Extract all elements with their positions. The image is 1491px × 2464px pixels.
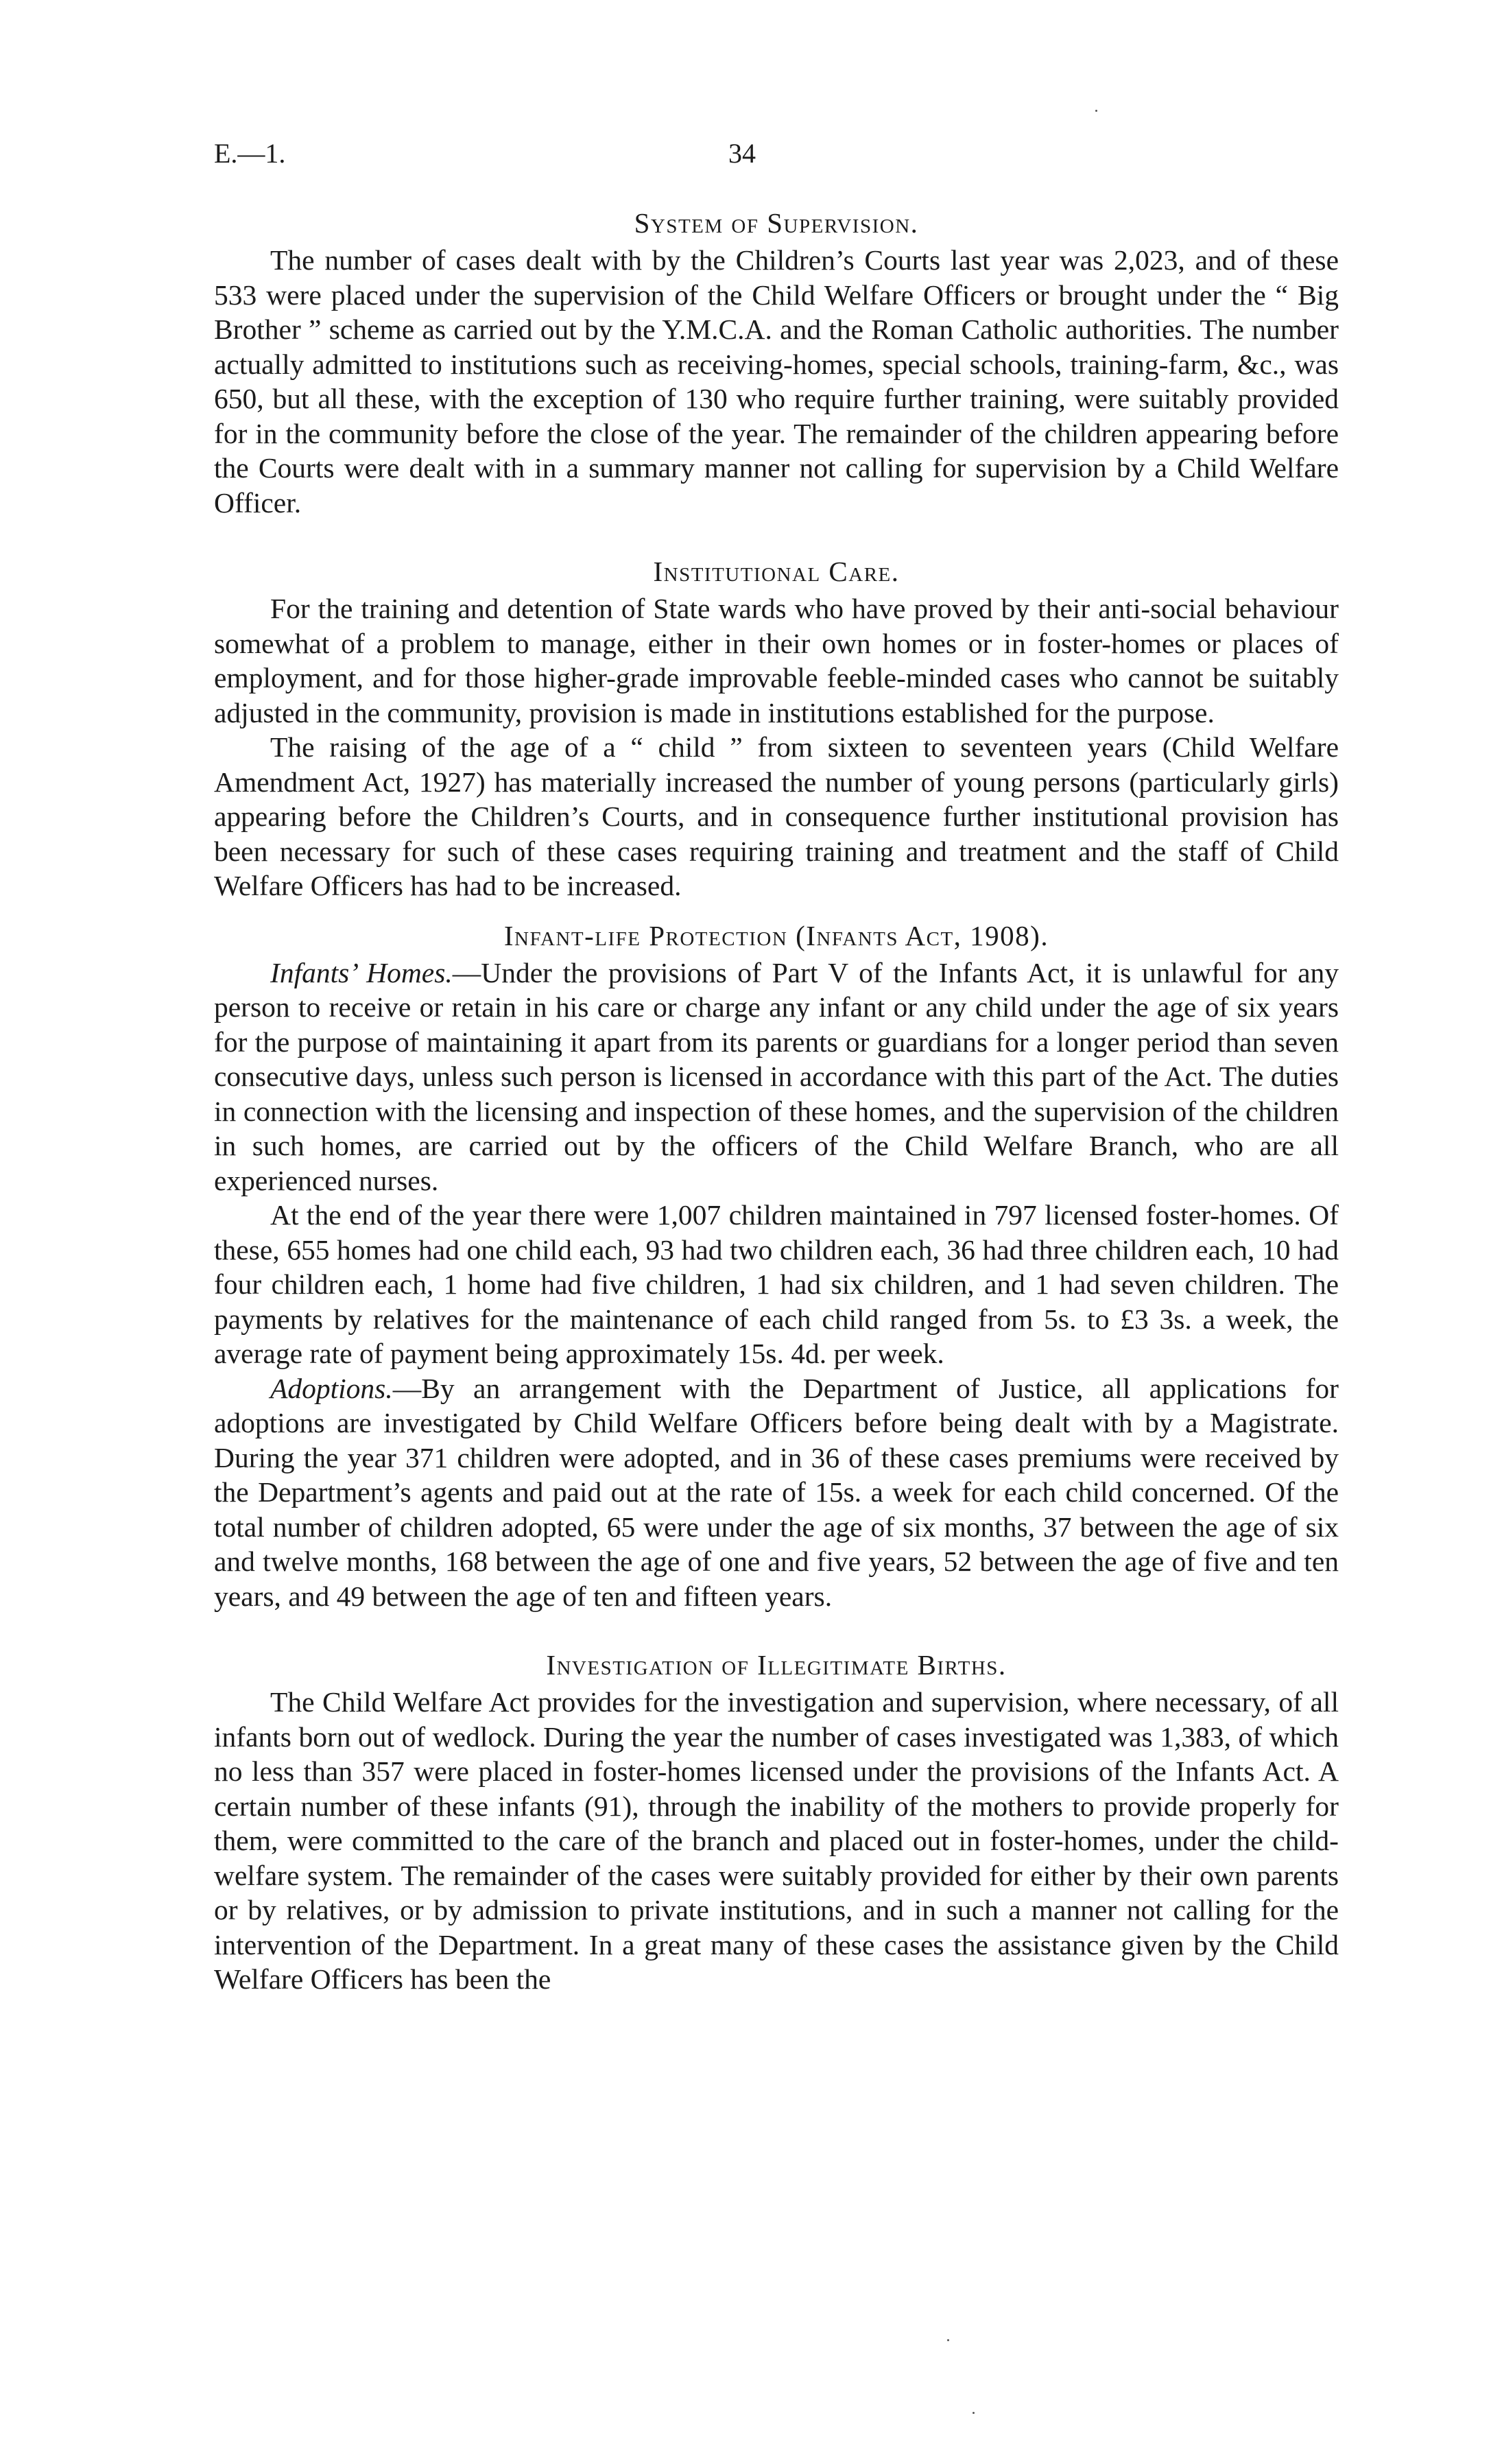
section-investigation-of-illegitimate-births (214, 1648, 1339, 1997)
paragraph-lead: Adoptions. (270, 1372, 393, 1404)
paragraph-text: —By an arrangement with the Department of Justice, all applications for adoptions are investigated by Child Welfare Officers before being dealt with by a Magistrate. During the year 371 children were adopted, and in 36 of these cases premiums were received by the Department’s agents and paid out at the rate of 15s. a week for each child concerned. Of the total number of children adopted, 65 were under the age of six months, 37 between the age of six and twelve months, 168 between the age of one and five years, 52 between the age of five and ten years, and 49 between the age of ten and fifteen years. (214, 1372, 1339, 1612)
section-heading: Institutional Care. (653, 556, 900, 587)
section-heading: System of Supervision. (634, 207, 919, 239)
section-institutional-care (214, 554, 1339, 903)
section-heading: Infant-life Protection (Infants Act, 1908). (503, 919, 1049, 951)
paragraph (214, 956, 1339, 1198)
scan-speck (973, 2412, 975, 2414)
paragraph (214, 1198, 1339, 1371)
page-body (214, 206, 1339, 1997)
paragraph-text: The raising of the age of a “ child ” from sixteen to seventeen years (Child Welfare Amendment Act, 1927) has materially increased the number of young persons (particularly girls) appearing before the Children’s Courts, and in consequence further institutional provision has been necessary for such of these cases requiring training and treatment and the staff of Child Welfare Officers has had to be increased. (214, 731, 1339, 901)
paragraph-lead: Infants’ Homes. (270, 956, 453, 988)
paragraph-text: The number of cases dealt with by the Children’s Courts last year was 2,023, and of these 533 were placed under the supervision of the Child Welfare Officers or brought under the “ Big Brother ” scheme as carried out by the Y.M.C.A. and the Roman Catholic authorities. The number actually admitted to institutions such as receiving-homes, special schools, training-farm, &c., was 650, but all these, with the exception of 130 who require further training, were suitably provided for in the community before the close of the year. The remainder of the children appearing before the Courts were dealt with in a summary manner not calling for supervision by a Child Welfare Officer. (214, 244, 1339, 519)
paragraph-text: At the end of the year there were 1,007 children maintained in 797 licensed foster-homes. Of these, 655 homes had one child each, 93 had two children each, 36 had three children each, 10 had four children each, 1 home had five children, 1 had six children, and 1 had seven children. The payments by relatives for the maintenance of each child ranged from 5s. to £3 3s. a week, the average rate of payment being approximately 15s. 4d. per week. (214, 1199, 1339, 1369)
page-reference: E.—1. (214, 138, 286, 169)
section-infant-life-protection (214, 919, 1339, 1614)
scan-speck (1095, 110, 1097, 112)
scan-speck (947, 2339, 949, 2341)
paragraph-text: The Child Welfare Act provides for the investigation and supervision, where necessary, of all infants born out of wedlock. During the year the number of cases investigated was 1,383, of which no less than 357 were placed in foster-homes licensed under the provisions of the Infants Act. A certain number of these infants (91), through the inability of the mothers to provide properly for them, were committed to the care of the branch and placed out in foster-homes, under the child-welfare system. The remainder of the cases were suitably provided for either by their own parents or by relatives, or by admission to private institutions, and in such a manner not calling for the intervention of the Department. In a great many of these cases the assistance given by the Child Welfare Officers has been the (214, 1686, 1339, 1995)
paragraph (214, 730, 1339, 903)
paragraph (214, 591, 1339, 730)
section-system-of-supervision (214, 206, 1339, 520)
paragraph (214, 243, 1339, 520)
page-number: 34 (728, 138, 756, 169)
paragraph (214, 1685, 1339, 1997)
paragraph-text: For the training and detention of State wards who have proved by their anti-social behaviour somewhat of a problem to manage, either in their own homes or in foster-homes or places of employment, and for those higher-grade improvable feeble-minded cases who cannot be suitably adjusted in the community, provision is made in institutions established for the purpose. (214, 593, 1339, 728)
paragraph (214, 1371, 1339, 1614)
section-heading: Investigation of Illegitimate Births. (546, 1649, 1007, 1681)
paragraph-text: —Under the provisions of Part V of the Infants Act, it is unlawful for any person to receive or retain in his care or charge any infant or any child under the age of six years for the purpose of maintaining it apart from its parents or guardians for a longer period than seven consecutive days, unless such person is licensed in accordance with this part of the Act. The duties in connection with the licensing and inspection of these homes, and the supervision of the children in such homes, are carried out by the officers of the Child Welfare Branch, who are all experienced nurses. (214, 956, 1339, 1196)
